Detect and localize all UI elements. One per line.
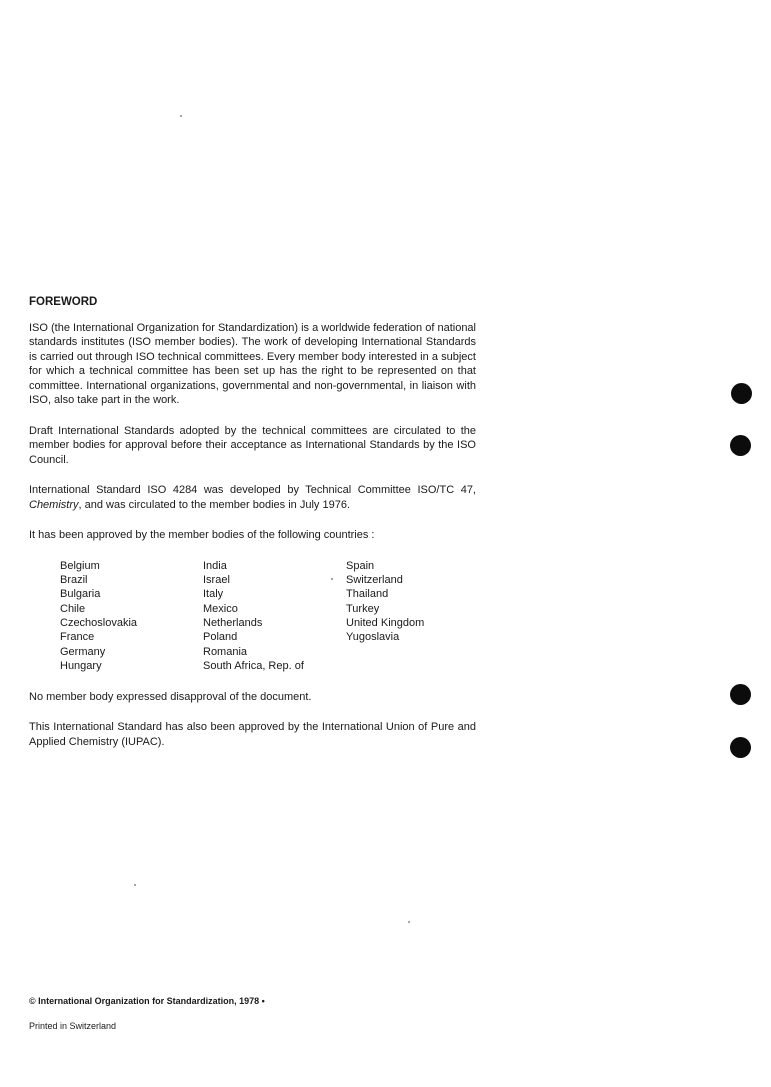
punch-hole [730,684,751,705]
country-name: India [203,559,227,572]
country-list [60,559,476,674]
country-name: Hungary [60,660,102,673]
punch-hole [730,737,751,758]
iupac-statement: This International Standard has also been approved by the International Union of Pure and Applied Chemistry (IUPAC). [29,721,476,748]
draft-standards-paragraph: Draft International Standards adopted by the technical committees are circulated to the member bodies for approval before their acceptance as International Standards by the ISO Council. [29,424,476,466]
country-name: Germany [60,645,106,658]
copyright-notice: © International Organization for Standardization, 1978 • [29,996,265,1006]
country-name: Turkey [346,602,380,615]
country-name: Spain [346,559,375,572]
punch-hole [730,435,751,456]
disapproval-statement: No member body expressed disapproval of the document. [29,690,312,703]
punch-hole [731,383,752,404]
scan-speck [180,115,182,117]
country-name: Romania [203,645,248,658]
country-name: Brazil [60,573,88,586]
scan-speck [408,921,410,923]
country-name: Poland [203,631,238,644]
standard-text-after: , and was circulated to the member bodies in July 1976. [78,498,350,511]
country-name: Czechoslovakia [60,617,138,630]
country-name: France [60,631,95,644]
foreword-section [29,295,476,765]
country-name: Switzerland [346,573,403,586]
iso-intro-paragraph: ISO (the International Organization for Standardization) is a worldwide federation of national standards institutes (ISO member bodies). The work of developing International Standards is carried out through ISO technical committees. Every member body interested in a subject for which a technical committee has been set up has the right to be represented on that committee. International organizations, governmental and non-governmental, in liaison with ISO, also take part in the work. [29,321,476,406]
country-name: Israel [203,573,230,586]
scan-speck [134,884,136,886]
approval-intro: It has been approved by the member bodies of the following countries : [29,529,375,541]
scan-speck [331,578,333,580]
country-column-3 [346,559,489,674]
foreword-heading: FOREWORD [29,296,98,308]
country-name: Netherlands [203,617,263,630]
country-name: South Africa, Rep. of [203,660,304,673]
country-name: Thailand [346,588,389,601]
country-name: Bulgaria [60,588,101,601]
country-name: Italy [203,588,224,601]
country-name: Chile [60,602,86,615]
printed-location: Printed in Switzerland [29,1021,117,1031]
country-column-1 [60,559,203,674]
country-name: United Kingdom [346,617,425,630]
country-name: Yugoslavia [346,631,400,644]
standard-development-paragraph [29,483,476,512]
country-name: Belgium [60,559,100,572]
country-name: Mexico [203,602,238,615]
standard-text-before: International Standard ISO 4284 was developed by Technical Committee ISO/TC 47, [29,484,476,496]
committee-name-emphasis: Chemistry [29,498,79,511]
country-column-2 [203,559,346,674]
